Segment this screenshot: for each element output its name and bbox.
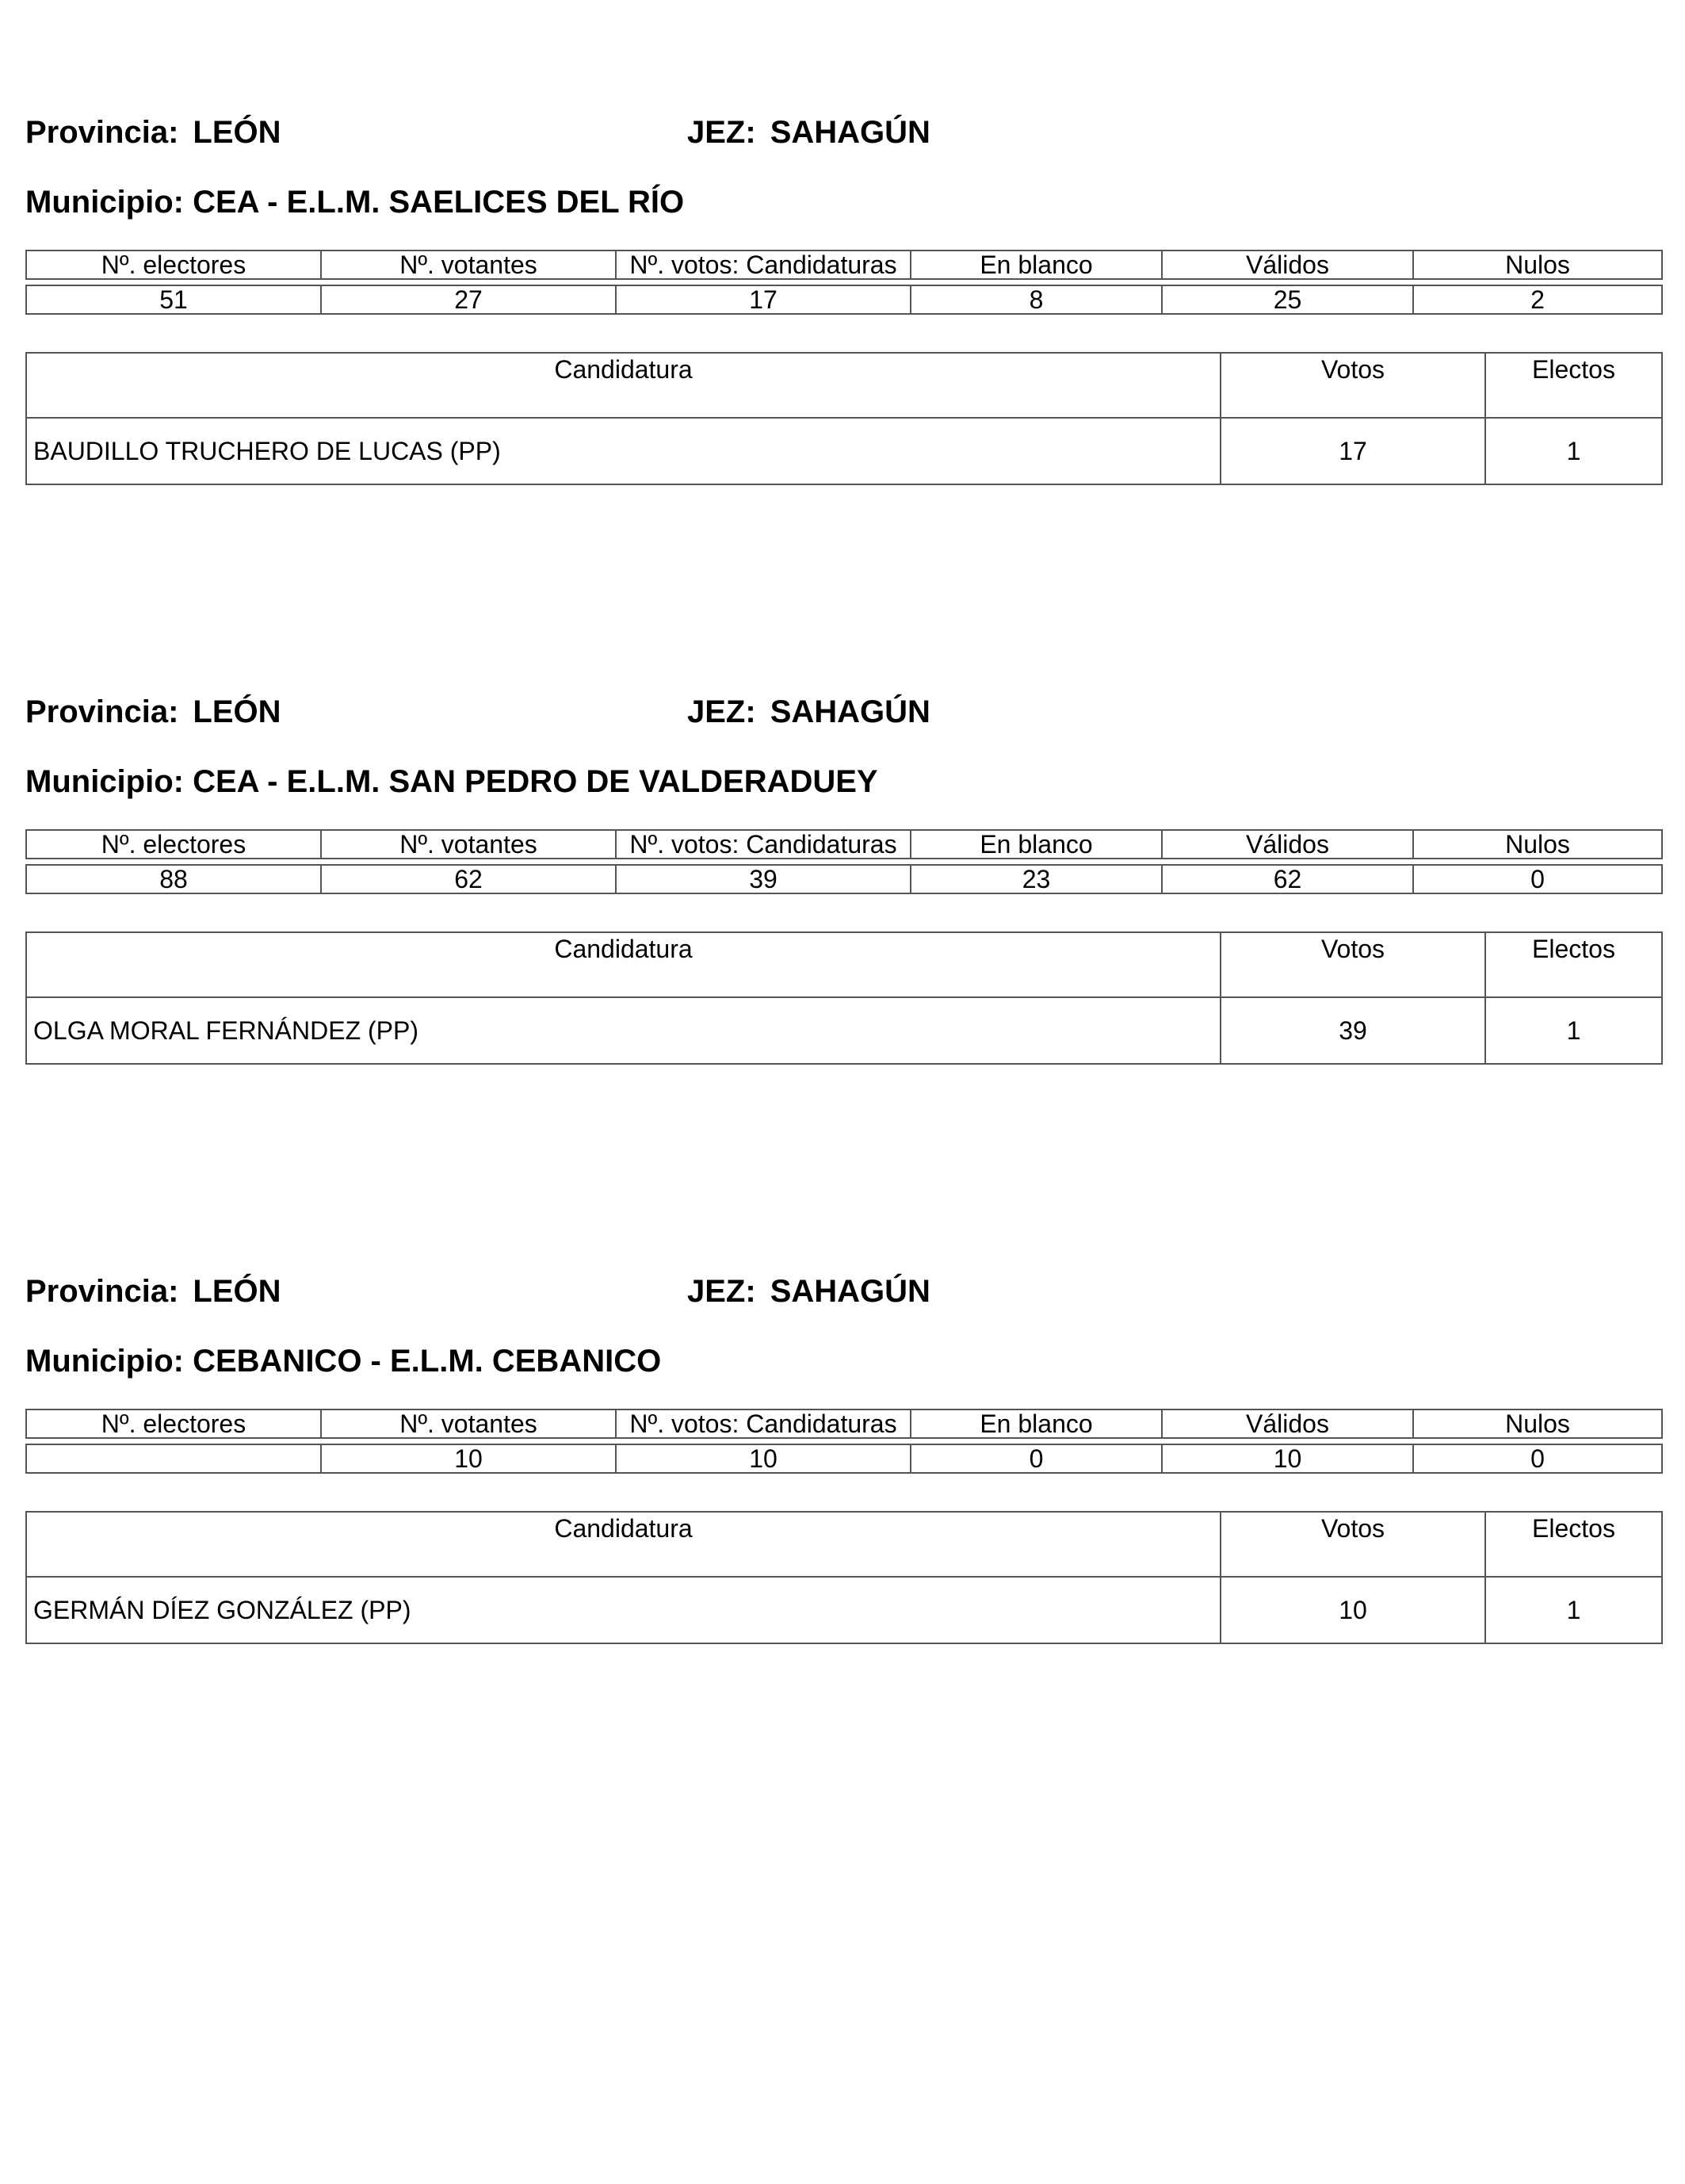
municipio (25, 1344, 661, 1379)
stats-table (25, 250, 1663, 315)
jez (687, 694, 930, 730)
stats-value (26, 1444, 321, 1473)
electos-header: Electos (1485, 932, 1662, 997)
stats-header: En blanco (911, 1409, 1162, 1438)
candidates-header-row (26, 932, 1662, 997)
jez-label: JEZ: (687, 694, 756, 729)
municipio-value: CEBANICO - E.L.M. CEBANICO (193, 1344, 662, 1379)
candidate-name: OLGA MORAL FERNÁNDEZ (PP) (26, 997, 1221, 1064)
stats-header-row (26, 1409, 1662, 1438)
jez (687, 1274, 930, 1310)
candidates-header-row (26, 1512, 1662, 1577)
provincia-value: LEÓN (193, 115, 281, 150)
stats-value-row (26, 1444, 1662, 1473)
provincia-value: LEÓN (193, 1274, 281, 1309)
provincia (25, 694, 281, 730)
candidates-table (25, 931, 1663, 1065)
block-header (25, 694, 1661, 742)
stats-value: 23 (911, 865, 1162, 893)
block-header (25, 115, 1661, 163)
candidate-name: BAUDILLO TRUCHERO DE LUCAS (PP) (26, 418, 1221, 484)
stats-header: Nulos (1413, 251, 1662, 279)
stats-header: Nº. votantes (321, 1409, 616, 1438)
stats-header: En blanco (911, 830, 1162, 859)
candidate-votos: 17 (1221, 418, 1485, 484)
candidate-row (26, 1577, 1662, 1643)
stats-value: 17 (616, 285, 911, 314)
stats-value: 27 (321, 285, 616, 314)
stats-table (25, 1409, 1663, 1474)
provincia-label: Provincia: (25, 1274, 179, 1309)
stats-value-row (26, 865, 1662, 893)
jez-value: SAHAGÚN (770, 694, 930, 729)
candidates-table (25, 1511, 1663, 1644)
candidatura-header: Candidatura (26, 1512, 1221, 1577)
stats-value: 62 (1162, 865, 1413, 893)
municipio (25, 185, 684, 220)
stats-header: Nº. votos: Candidaturas (616, 251, 911, 279)
stats-value: 88 (26, 865, 321, 893)
jez-label: JEZ: (687, 115, 756, 150)
provincia-value: LEÓN (193, 694, 281, 729)
municipio-label: Municipio: (25, 1344, 184, 1379)
provincia-label: Provincia: (25, 694, 179, 729)
stats-header: Nº. votantes (321, 251, 616, 279)
stats-value: 39 (616, 865, 911, 893)
votos-header: Votos (1221, 353, 1485, 418)
candidatura-header: Candidatura (26, 932, 1221, 997)
candidate-name: GERMÁN DÍEZ GONZÁLEZ (PP) (26, 1577, 1221, 1643)
stats-value: 51 (26, 285, 321, 314)
stats-value: 10 (616, 1444, 911, 1473)
stats-value-row (26, 285, 1662, 314)
stats-header: En blanco (911, 251, 1162, 279)
stats-header: Nº. votos: Candidaturas (616, 1409, 911, 1438)
candidates-header-row (26, 353, 1662, 418)
stats-header: Válidos (1162, 1409, 1413, 1438)
jez-value: SAHAGÚN (770, 115, 930, 150)
votos-header: Votos (1221, 932, 1485, 997)
block-header (25, 1274, 1661, 1321)
candidate-row (26, 997, 1662, 1064)
stats-value: 0 (1413, 865, 1662, 893)
stats-header-row (26, 251, 1662, 279)
stats-value: 10 (1162, 1444, 1413, 1473)
electos-header: Electos (1485, 1512, 1662, 1577)
stats-header: Válidos (1162, 251, 1413, 279)
candidate-row (26, 418, 1662, 484)
stats-header: Nulos (1413, 1409, 1662, 1438)
candidate-electos: 1 (1485, 418, 1662, 484)
municipio-value: CEA - E.L.M. SAN PEDRO DE VALDERADUEY (193, 764, 878, 799)
candidatura-header: Candidatura (26, 353, 1221, 418)
stats-header-row (26, 830, 1662, 859)
candidate-electos: 1 (1485, 1577, 1662, 1643)
stats-spacer (26, 859, 1662, 865)
stats-value: 62 (321, 865, 616, 893)
stats-header: Nulos (1413, 830, 1662, 859)
stats-value: 8 (911, 285, 1162, 314)
stats-header: Nº. votantes (321, 830, 616, 859)
municipio-label: Municipio: (25, 185, 184, 220)
jez-label: JEZ: (687, 1274, 756, 1309)
stats-header: Nº. electores (26, 251, 321, 279)
municipio-value: CEA - E.L.M. SAELICES DEL RÍO (193, 185, 685, 220)
candidates-table (25, 352, 1663, 485)
jez-value: SAHAGÚN (770, 1274, 930, 1309)
votos-header: Votos (1221, 1512, 1485, 1577)
stats-spacer (26, 279, 1662, 285)
stats-table (25, 829, 1663, 894)
stats-header: Nº. electores (26, 830, 321, 859)
provincia (25, 1274, 281, 1310)
result-block (25, 694, 1661, 1045)
stats-value: 10 (321, 1444, 616, 1473)
stats-header: Válidos (1162, 830, 1413, 859)
result-block (25, 1274, 1661, 1624)
stats-header: Nº. votos: Candidaturas (616, 830, 911, 859)
stats-value: 0 (1413, 1444, 1662, 1473)
provincia (25, 115, 281, 151)
stats-value: 25 (1162, 285, 1413, 314)
electos-header: Electos (1485, 353, 1662, 418)
jez (687, 115, 930, 151)
stats-value: 2 (1413, 285, 1662, 314)
result-block (25, 115, 1661, 465)
candidate-votos: 10 (1221, 1577, 1485, 1643)
stats-spacer (26, 1438, 1662, 1444)
municipio (25, 764, 878, 800)
candidate-votos: 39 (1221, 997, 1485, 1064)
candidate-electos: 1 (1485, 997, 1662, 1064)
stats-header: Nº. electores (26, 1409, 321, 1438)
municipio-label: Municipio: (25, 764, 184, 799)
stats-value: 0 (911, 1444, 1162, 1473)
provincia-label: Provincia: (25, 115, 179, 150)
